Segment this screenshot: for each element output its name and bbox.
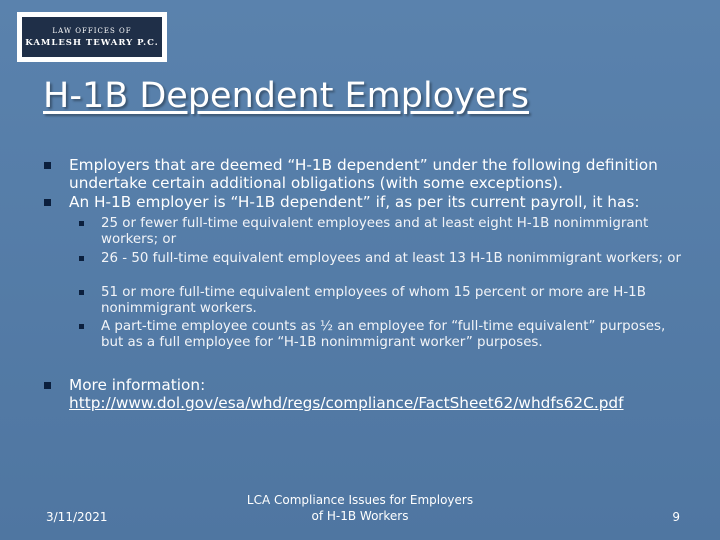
square-bullet-icon [79, 221, 84, 226]
logo-line-2: KAMLESH TEWARY P.C. [25, 37, 159, 48]
sub-bullet-text: 26 - 50 full-time equivalent employees and at least 13 H-1B nonimmigrant workers; or [101, 251, 682, 266]
page-number: 9 [672, 510, 680, 524]
sub-bullet-mid-employer [101, 251, 691, 267]
square-bullet-icon [44, 162, 51, 169]
sub-bullet-text: A part-time employee counts as ½ an employee for “full-time equivalent” purposes, but as a full employee for “H-1B nonimmigrant worker” purposes. [101, 319, 666, 350]
bullet-dependent-test [69, 193, 689, 211]
sub-bullet-part-time [101, 319, 691, 351]
bullet-text: Employers that are deemed “H-1B dependent” under the following definition undertake certain additional obligations (with some exceptions). [69, 156, 658, 192]
bullet-text: More information: [69, 376, 206, 394]
bullet-more-information [69, 376, 689, 412]
square-bullet-icon [79, 256, 84, 261]
square-bullet-icon [44, 382, 51, 389]
slide-title: H-1B Dependent Employers [43, 76, 529, 116]
dol-fact-sheet-link[interactable]: http://www.dol.gov/esa/whd/regs/compliance/FactSheet62/whdfs62C.pdf [69, 394, 624, 412]
square-bullet-icon [44, 199, 51, 206]
sub-bullet-small-employer [101, 216, 691, 248]
square-bullet-icon [79, 290, 84, 295]
bullet-text: An H-1B employer is “H-1B dependent” if, as per its current payroll, it has: [69, 193, 640, 211]
sub-bullet-text: 51 or more full-time equivalent employees of whom 15 percent or more are H-1B nonimmigrant workers. [101, 285, 646, 316]
footer-date: 3/11/2021 [46, 510, 108, 524]
footer-title: LCA Compliance Issues for Employers of H-1B Workers [246, 493, 474, 523]
sub-bullet-large-employer [101, 285, 691, 317]
sub-bullet-text: 25 or fewer full-time equivalent employees and at least eight H-1B nonimmigrant workers; or [101, 216, 649, 247]
square-bullet-icon [79, 324, 84, 329]
law-office-logo [17, 12, 167, 62]
logo-plate [22, 17, 162, 57]
bullet-definition [69, 156, 689, 192]
logo-line-1: LAW OFFICES OF [52, 26, 132, 35]
